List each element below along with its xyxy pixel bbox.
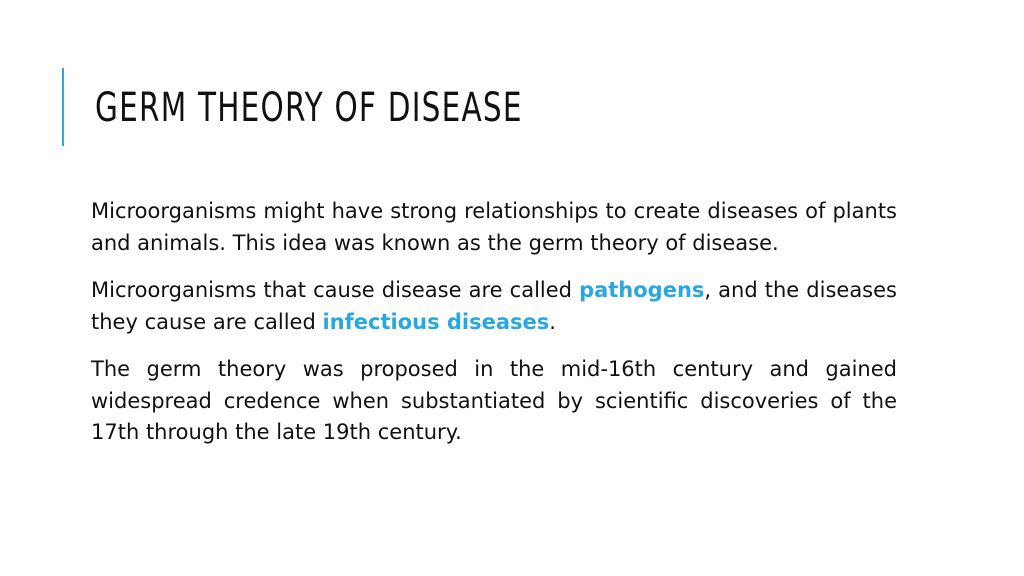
- paragraph-germ-theory-intro: Microorganisms might have strong relationships to create diseases of plants and animals. This idea was known as the germ theory of disease.: [91, 199, 897, 255]
- pathogens-text-part-1: Microorganisms that cause disease are called: [91, 278, 580, 302]
- title-accent-bar: [62, 68, 64, 146]
- pathogens-text-part-2: , and the diseases they cause are called: [91, 278, 897, 334]
- highlight-infectious-diseases: infectious diseases: [322, 309, 550, 334]
- slide-title: GERM THEORY OF DISEASE: [95, 85, 523, 131]
- paragraph-history: The germ theory was proposed in the mid-16th century and gained widespread credence when substantiated by scientific discoveries of the 17th through the late 19th century.: [91, 357, 897, 444]
- highlight-pathogens: pathogens: [579, 278, 705, 302]
- slide-body: [91, 196, 897, 465]
- pathogens-text-part-3: .: [549, 309, 556, 334]
- paragraph-pathogens: [91, 275, 897, 338]
